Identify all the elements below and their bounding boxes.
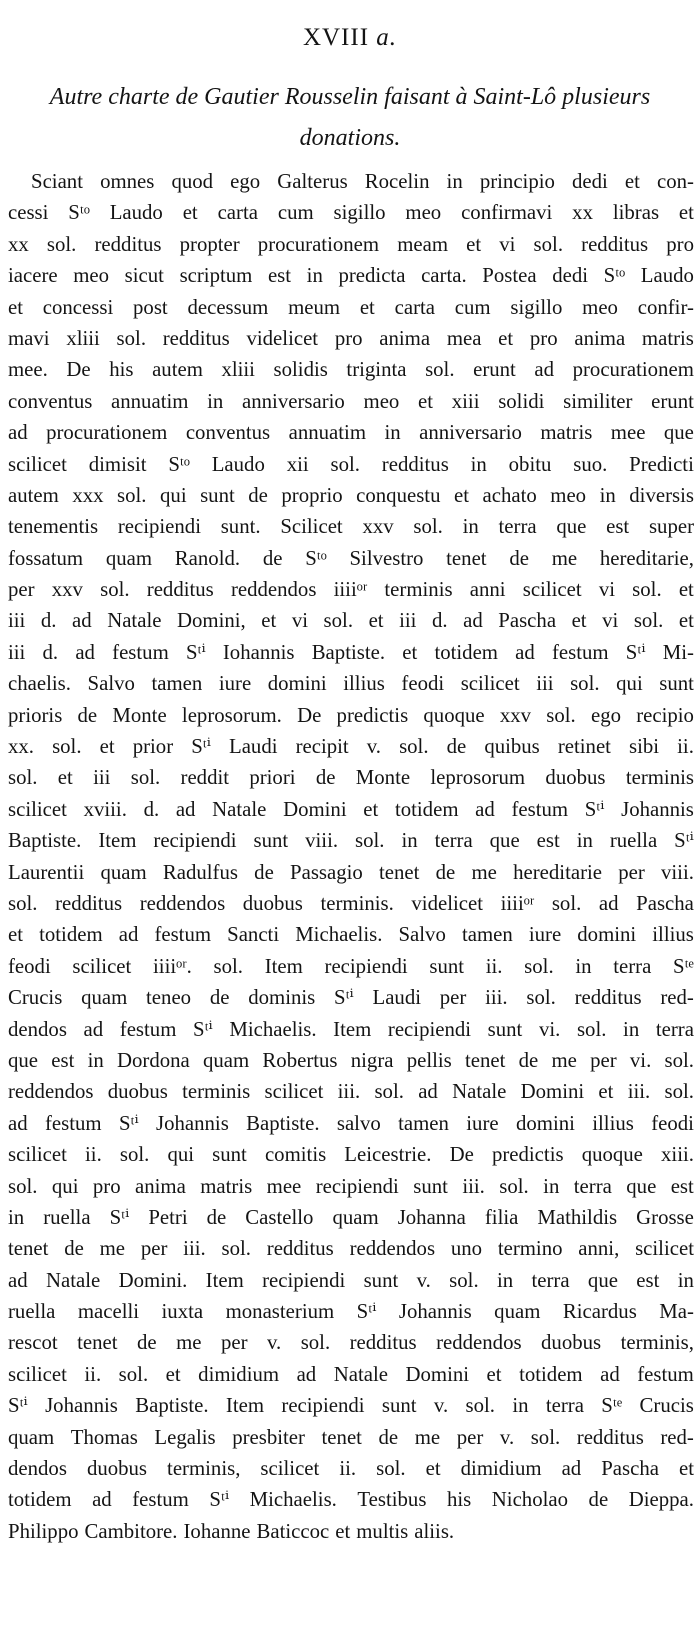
text-line: quam Thomas Legalis presbiter tenet de me per v. sol. redditus red- — [8, 1425, 694, 1449]
text-line: sol. redditus reddendos duobus terminis. videlicet iiiiᵒʳ sol. ad Pascha — [8, 891, 694, 915]
text-line: ruella macelli iuxta monasterium Sᵗⁱ Johannis quam Ricardus Ma- — [8, 1300, 694, 1324]
text-line: xx. sol. et prior Sᵗⁱ Laudi recipit v. sol. de quibus retinet sibi ii. — [8, 735, 694, 759]
text-line: iii d. ad festum Sᵗⁱ Iohannis Baptiste. et totidem ad festum Sᵗⁱ Mi- — [8, 640, 694, 664]
charter-title: Autre charte de Gautier Rousselin faisant à Saint-Lô plusieurs donations. — [49, 84, 651, 151]
text-line: ad festum Sᵗⁱ Johannis Baptiste. salvo tamen iure domini illius feodi — [8, 1111, 694, 1135]
text-line: chaelis. Salvo tamen iure domini illius feodi scilicet iii sol. qui sunt — [8, 672, 694, 696]
text-line: scilicet ii. sol. et dimidium ad Natale Domini et totidem ad festum — [8, 1362, 694, 1386]
text-line: tenementis recipiendi sunt. Scilicet xxv sol. in terra que est super — [8, 515, 694, 539]
text-line: sol. et iii sol. reddit priori de Monte leprosorum duobus terminis — [8, 766, 694, 790]
text-line: sol. qui pro anima matris mee recipiendi sunt iii. sol. in terra que est — [8, 1174, 694, 1198]
text-line: que est in Dordona quam Robertus nigra pellis tenet de me per vi. sol. — [8, 1048, 694, 1072]
text-line: Laurentii quam Radulfus de Passagio tenet de me hereditarie per viii. — [8, 860, 694, 884]
text-line: feodi scilicet iiiiᵒʳ. sol. Item recipiendi sunt ii. sol. in terra Sᵗᵉ — [8, 954, 694, 978]
text-line: iii d. ad Natale Domini, et vi sol. et iii d. ad Pascha et vi sol. et — [8, 609, 694, 633]
text-line: autem xxx sol. qui sunt de proprio conquestu et achato meo in diversis — [8, 483, 694, 507]
text-line: scilicet xviii. d. ad Natale Domini et totidem ad festum Sᵗⁱ Johannis — [8, 797, 694, 821]
text-line: dendos duobus terminis, scilicet ii. sol. et dimidium ad Pascha et — [8, 1457, 694, 1481]
charter-number-suffix: a. — [376, 24, 398, 51]
text-line: rescot tenet de me per v. sol. redditus reddendos duobus terminis, — [8, 1331, 694, 1355]
charter-number-heading — [0, 22, 700, 54]
text-line: tenet de me per iii. sol. redditus reddendos uno termino anni, scilicet — [8, 1237, 694, 1261]
text-line: Sciant omnes quod ego Galterus Rocelin in principio dedi et con- — [31, 170, 694, 193]
text-line: conventus annuatim in anniversario meo et xiii solidi similiter erunt — [8, 389, 694, 413]
text-line: scilicet ii. sol. qui sunt comitis Leicestrie. De predictis quoque xiii. — [8, 1143, 694, 1167]
text-line: mee. De his autem xliii solidis triginta sol. erunt ad procurationem — [8, 358, 694, 382]
text-line: totidem ad festum Sᵗⁱ Michaelis. Testibus his Nicholao de Dieppa. — [8, 1488, 694, 1512]
text-line: ad Natale Domini. Item recipiendi sunt v. sol. in terra que est in — [8, 1268, 694, 1292]
text-line: scilicet dimisit Sᵗᵒ Laudo xii sol. redditus in obitu suo. Predicti — [8, 452, 694, 476]
text-line: Baptiste. Item recipiendi sunt viii. sol. in terra que est in ruella Sᵗⁱ — [8, 829, 694, 853]
text-line: fossatum quam Ranold. de Sᵗᵒ Silvestro tenet de me hereditarie, — [8, 546, 694, 570]
text-line: et concessi post decessum meum et carta cum sigillo meo confir- — [8, 295, 694, 319]
text-line: reddendos duobus terminis scilicet iii. sol. ad Natale Domini et iii. sol. — [8, 1080, 694, 1104]
text-line: ad procurationem conventus annuatim in anniversario matris mee que — [8, 421, 694, 445]
text-line: et totidem ad festum Sancti Michaelis. Salvo tamen iure domini illius — [8, 923, 694, 947]
text-line: prioris de Monte leprosorum. De predictis quoque xxv sol. ego recipio — [8, 703, 694, 727]
text-line: per xxv sol. redditus reddendos iiiiᵒʳ terminis anni scilicet vi sol. et — [8, 578, 694, 602]
text-line: cessi Sᵗᵒ Laudo et carta cum sigillo meo confirmavi xx libras et — [8, 201, 694, 225]
text-line: Crucis quam teneo de dominis Sᵗⁱ Laudi per iii. sol. redditus red- — [8, 986, 694, 1010]
text-line: Philippo Cambitore. Iohanne Baticcoc et multis aliis. — [8, 1519, 455, 1543]
text-line: dendos ad festum Sᵗⁱ Michaelis. Item recipiendi sunt vi. sol. in terra — [8, 1017, 694, 1041]
text-line: xx sol. redditus propter procurationem meam et vi sol. redditus pro — [8, 232, 694, 256]
text-line: mavi xliii sol. redditus videlicet pro anima mea et pro anima matris — [8, 326, 694, 350]
text-line: Sᵗⁱ Johannis Baptiste. Item recipiendi sunt v. sol. in terra Sᵗᵉ Crucis — [8, 1394, 694, 1418]
charter-number: XVIII — [302, 24, 370, 51]
text-line: in ruella Sᵗⁱ Petri de Castello quam Johanna filia Mathildis Grosse — [8, 1205, 694, 1229]
charter-body — [8, 166, 694, 1547]
text-line: iacere meo sicut scriptum est in predicta carta. Postea dedi Sᵗᵒ Laudo — [8, 264, 694, 288]
